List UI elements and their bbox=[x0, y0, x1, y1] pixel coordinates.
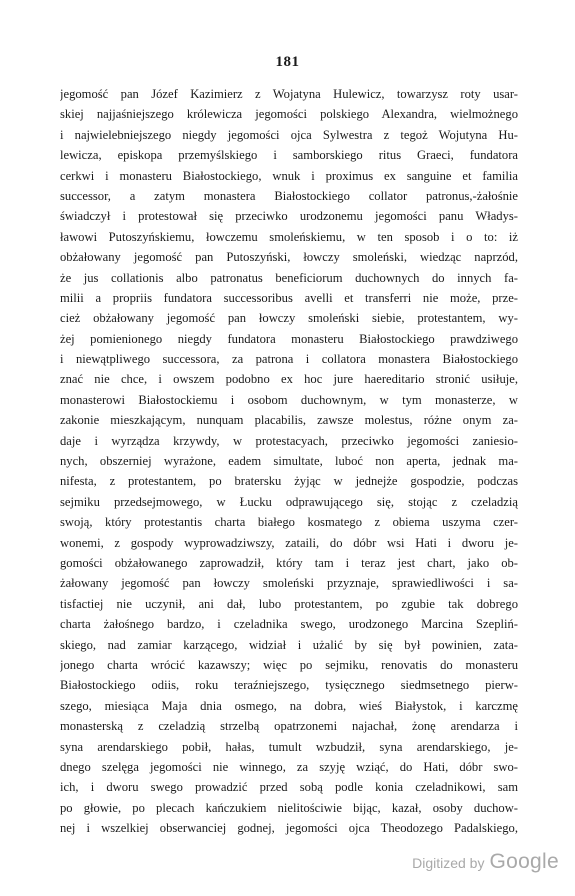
text-line: świadczył i protestował się przeciwko urodzonemu jegomości panu Władys- bbox=[60, 209, 518, 224]
text-line: żałowany jegomość pan łowczy smoleński przyznaje, sprawiedliwości i sa- bbox=[60, 576, 518, 591]
text-line: obżałowany jegomość pan Putoszyński, łowczy smoleński, wiedząc naprzód, bbox=[60, 250, 518, 265]
text-line: zakonie mieszkającym, nunquam placabilis, zawsze molestus, różne onym za- bbox=[60, 413, 518, 428]
text-line: wonemi, z gospody wyprowadziwszy, zataili, do dóbr wsi Hati i dworu je- bbox=[60, 535, 518, 550]
text-line: monasterowi Białostockiemu i osobom duchownym, w tym monasterze, w bbox=[60, 392, 518, 407]
google-logo: Google bbox=[489, 850, 559, 873]
text-line: successor, a zatym monastera Białostockiego collator patronus,-żałośnie bbox=[60, 188, 518, 203]
digitized-by-google-watermark bbox=[412, 850, 559, 874]
text-line: sejmiku przedsejmowego, w Łucku odprawującego się, stojąc z czeladzią bbox=[60, 494, 518, 509]
text-line: Białostockiego odiis, roku teraźniejszego, tysięcznego siedmsetnego pierw- bbox=[60, 678, 518, 693]
text-line: syna arendarskiego pobił, hałas, tumult wzbudził, syna arendarskiego, je- bbox=[60, 739, 518, 754]
text-line: nifesta, z protestantem, po bratersku żyjąc w jednejże gospodzie, podczas bbox=[60, 474, 518, 489]
text-line: ich, i dworu swego prowadzić przed sobą podle konia czeladnikowi, sam bbox=[60, 780, 518, 795]
text-line: jegomość pan Józef Kazimierz z Wojatyna Hulewicz, towarzysz roty usar- bbox=[60, 87, 518, 101]
text-line: charta żałośnego bardzo, i czeladnika swego, urodzonego Marcina Szepliń- bbox=[60, 617, 518, 632]
body-text bbox=[60, 84, 518, 838]
text-line: tisfactiej nie uczynił, ani dał, lubo protestantem, po zgubie tak dobrego bbox=[60, 596, 518, 611]
text-line: dnego szelęga jegomości nie winnego, za szyję wziąć, do Hati, dóbr swo- bbox=[60, 759, 518, 774]
watermark-prefix: Digitized by bbox=[412, 855, 485, 871]
text-line: monasterską z czeladzią strzelbą opatrzonemi najachał, żonę arendarza i bbox=[60, 719, 518, 734]
text-line: żej pomienionego niegdy fundatora monasteru Białostockiego prawdziwego bbox=[60, 331, 518, 346]
text-line: cerkwi i monasteru Białostockiego, wnuk i proximus ex sanguine et familia bbox=[60, 168, 518, 183]
page-number: 181 bbox=[275, 54, 300, 70]
text-line: gomości obżałowanego zaprowadził, który tam i teraz jest chart, jako ob- bbox=[60, 555, 518, 570]
text-line: ławowi Putoszyńskiemu, łowczemu smoleńskiemu, w ten sposob i o to: iż bbox=[60, 229, 518, 244]
text-line: po głowie, po plecach kańczukiem nielitościwie bijąc, kazał, osoby duchow- bbox=[60, 800, 518, 815]
text-line: daje i wyrządza krzywdy, w protestacyach, przeciwko jegomości zaniesio- bbox=[60, 433, 518, 448]
text-line: cież obżałowany jegomość pan łowczy smoleński siebie, protestantem, wy- bbox=[60, 311, 518, 326]
text-line: i niewątpliwego successora, za patrona i collatora monastera Białostockiego bbox=[60, 352, 518, 367]
text-line: i najwielebniejszego niegdy jegomości ojca Sylwestra z tegoż Wojutyna Hu- bbox=[60, 127, 518, 142]
text-line: swoją, który protestantis charta białego kosmatego z obiema uszyma czer- bbox=[60, 515, 518, 530]
text-line: lewicza, episkopa przemyślskiego i samborskiego ritus Graeci, fundatora bbox=[60, 148, 518, 163]
text-line: że jus collationis albo patronatus beneficiorum duchownych do innych fa- bbox=[60, 270, 518, 285]
text-line: jonego charta wrócić kazawszy; więc po sejmiku, renovatis do monasteru bbox=[60, 657, 518, 672]
text-line: skiego, nad zamiar karzącego, widział i użalić by się był powinien, zata- bbox=[60, 637, 518, 652]
text-line: skiej najjaśniejszego królewicza jegomości polskiego Alexandra, wielmożnego bbox=[60, 107, 518, 122]
text-line: nej i wszelkiej obserwanciej godnej, jegomości ojca Theodozego Padalskiego, bbox=[60, 821, 518, 836]
text-line: szego, miesiąca Maja dnia osmego, na dobra, wieś Białystok, i karczmę bbox=[60, 698, 518, 713]
text-line: milii a propriis fundatora successoribus avelli et transferri nie może, prze- bbox=[60, 290, 518, 305]
text-line: znać nie chce, i owszem podobno ex hoc jure haereditario stronić usiłuje, bbox=[60, 372, 518, 387]
text-line: nych, obszerniej wyrażone, eadem simultate, luboć non aperta, jednak ma- bbox=[60, 454, 518, 469]
